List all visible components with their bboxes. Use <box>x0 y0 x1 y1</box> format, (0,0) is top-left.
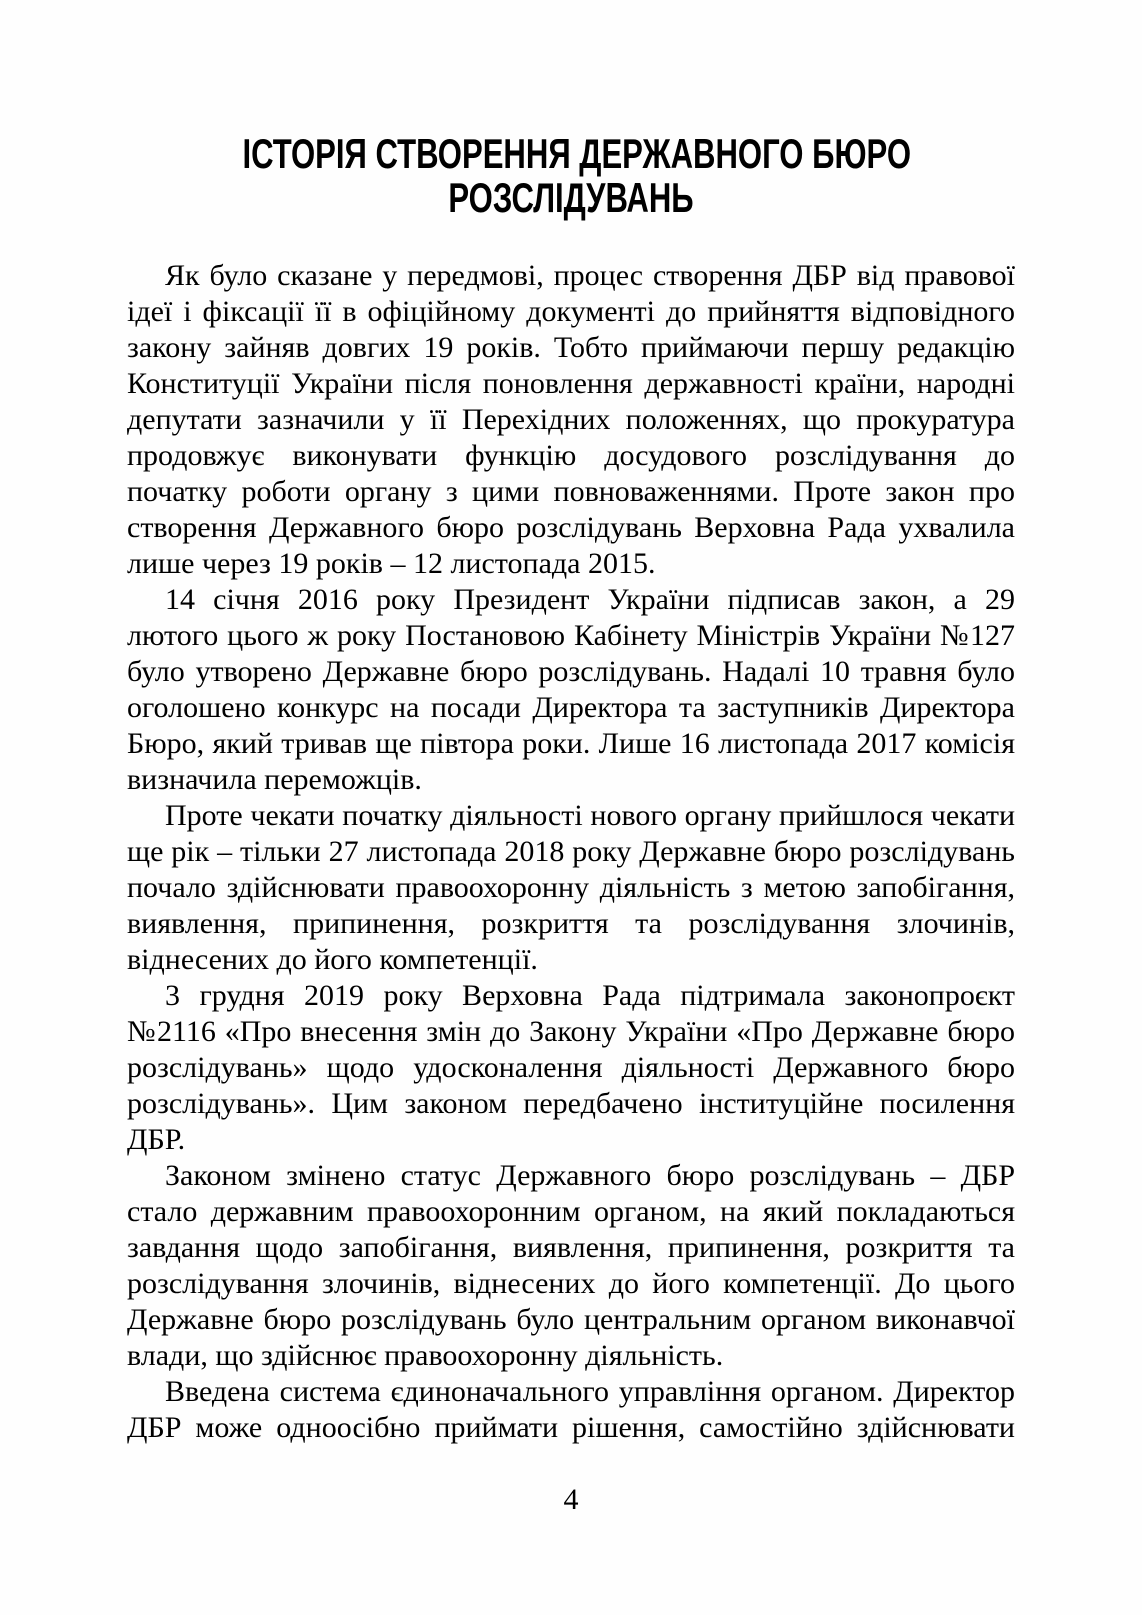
paragraph-5: Законом змінено статус Державного бюро розслідувань – ДБР стало державним правоохоронним органом, на який покладаються завдання щодо запобігання, виявлення, припинення, розкриття та розслідування злочинів, віднесених до його компетенції. До цього Державне бюро розслідувань було центральним органом виконавчої влади, що здійснює правоохоронну діяльність. <box>127 1159 1015 1372</box>
document-body <box>127 258 1015 1446</box>
paragraph-3: Проте чекати початку діяльності нового органу прийшлося чекати ще рік – тільки 27 листопада 2018 року Державне бюро розслідувань почало здійснювати правоохоронну діяльність з метою запобігання, виявлення, припинення, розкриття та розслідування злочинів, віднесених до його компетенції. <box>127 799 1015 976</box>
page-title <box>242 130 911 221</box>
paragraph-4: 3 грудня 2019 року Верховна Рада підтримала законопроєкт №2116 «Про внесення змін до Закону України «Про Державне бюро розслідувань» щодо удосконалення діяльності Державного бюро розслідувань». Цим законом передбачено інституційне посилення ДБР. <box>127 979 1015 1156</box>
paragraph-1: Як було сказане у передмові, процес створення ДБР від правової ідеї і фіксації її в офіційному документі до прийняття відповідного закону зайняв довгих 19 років. Тобто приймаючи першу редакцію Конституції України після поновлення державності країни, народні депутати зазначили у її Перехідних положеннях, що прокуратура продовжує виконувати функцію досудового розслідування до початку роботи органу з цими повноваженнями. Проте закон про створення Державного бюро розслідувань Верховна Рада ухвалила лише через 19 років – 12 листопада 2015. <box>127 259 1015 580</box>
page-title-line-2: РОЗСЛІДУВАНЬ <box>448 174 694 221</box>
text-column <box>127 0 1015 1446</box>
paragraph-2: 14 січня 2016 року Президент України підписав закон, а 29 лютого цього ж року Постановою Кабінету Міністрів України №127 було утворено Державне бюро розслідувань. Надалі 10 травня було оголошено конкурс на посади Директора та заступників Директора Бюро, який тривав ще півтора роки. Лише 16 листопада 2017 комісія визначила переможців. <box>127 583 1015 796</box>
paragraph-6: Введена система єдиноначального управління органом. Директор ДБР може одноосібно приймати рішення, самостійно здійснювати <box>127 1375 1015 1444</box>
page-title-line-1: ІСТОРІЯ СТВОРЕННЯ ДЕРЖАВНОГО БЮРО <box>242 130 911 177</box>
page-number: 4 <box>563 1483 579 1516</box>
